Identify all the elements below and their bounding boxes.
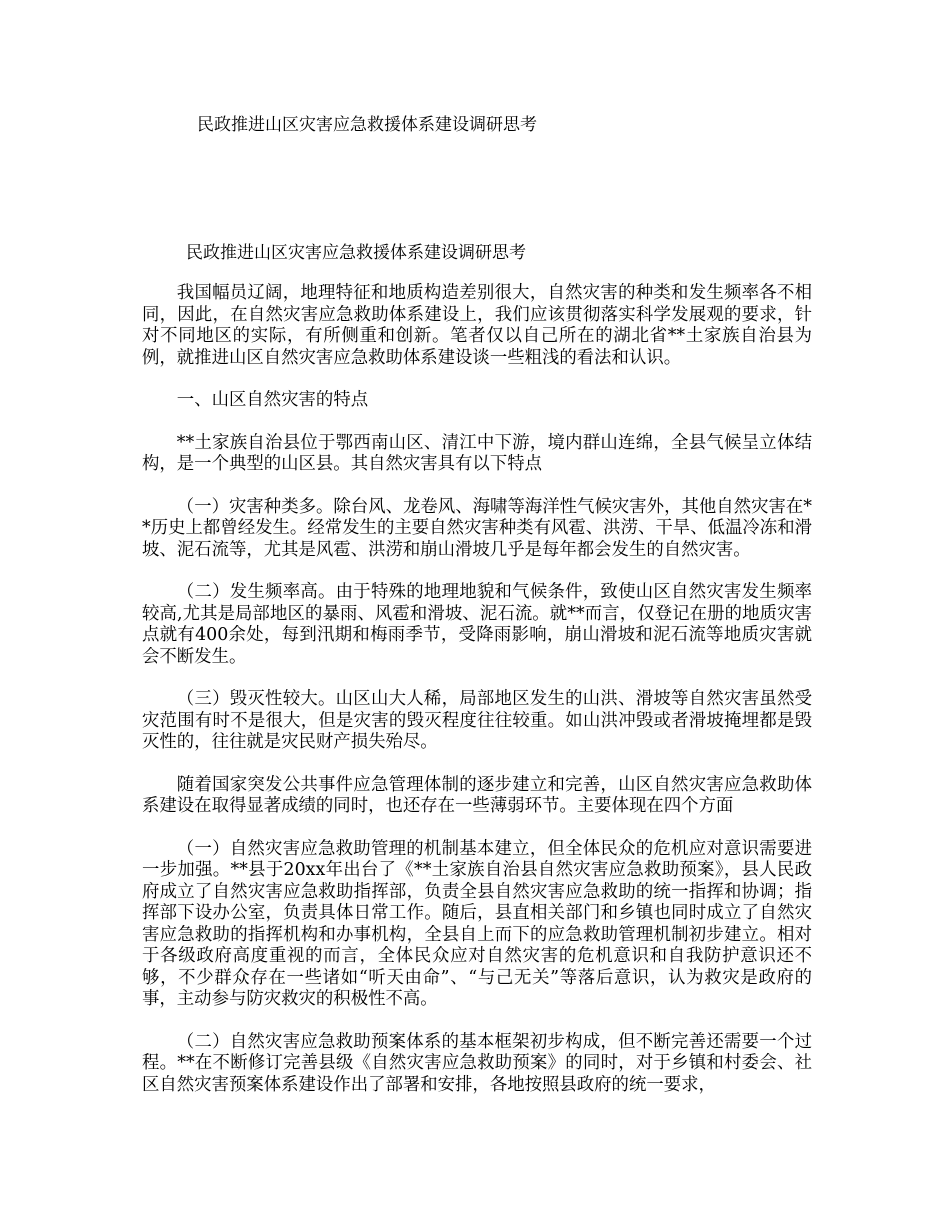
- paragraph-weakness-2: （二）自然灾害应急救助预案体系的基本框架初步构成，但不断完善还需要一个过程。**在不断修订完善县级《自然灾害应急救助预案》的同时，对于乡镇和村委会、社区自然灾害预案体系建设作出了部署和安排，各地按照县政府的统一要求，: [142, 1031, 812, 1095]
- paragraph-intro: 我国幅员辽阔，地理特征和地质构造差别很大，自然灾害的种类和发生频率各不相同，因此，在自然灾害应急救助体系建设上，我们应该贯彻落实科学发展观的要求，针对不同地区的实际，有所侧重和创新。笔者仅以自己所在的湖北省**土家族自治县为例，就推进山区自然灾害应急救助体系建设谈一些粗浅的看法和认识。: [142, 283, 812, 368]
- document-title: 民政推进山区灾害应急救援体系建设调研思考: [186, 243, 526, 263]
- document-header-title: 民政推进山区灾害应急救援体系建设调研思考: [197, 115, 537, 135]
- paragraph-weaknesses-intro: 随着国家突发公共事件应急管理体制的逐步建立和完善，山区自然灾害应急救助体系建设在取得显著成绩的同时，也还存在一些薄弱环节。主要体现在四个方面: [142, 774, 812, 816]
- document-body: [142, 283, 812, 1117]
- paragraph-feature-3: （三）毁灭性较大。山区山大人稀，局部地区发生的山洪、滑坡等自然灾害虽然受灾范围有时不是很大，但是灾害的毁灭程度往往较重。如山洪冲毁或者滑坡掩埋都是毁灭性的，往往就是灾民财产损失殆尽。: [142, 689, 812, 752]
- paragraph-county-overview: **土家族自治县位于鄂西南山区、清江中下游，境内群山连绵，全县气候呈立体结构，是一个典型的山区县。其自然灾害具有以下特点: [142, 432, 812, 474]
- paragraph-weakness-1: （一）自然灾害应急救助管理的机制基本建立，但全体民众的危机应对意识需要进一步加强。**县于20xx年出台了《**土家族自治县自然灾害应急救助预案》，县人民政府成立了自然灾害应急救助指挥部，负责全县自然灾害应急救助的统一指挥和协调；指挥部下设办公室，负责具体日常工作。随后，县直相关部门和乡镇也同时成立了自然灾害应急救助的指挥机构和办事机构，全县自上而下的应急救助管理机制初步建立。相对于各级政府高度重视的而言，全体民众应对自然灾害的危机意识和自我防护意识还不够，不少群众存在一些诸如“听天由命”、“与己无关”等落后意识，认为救灾是政府的事，主动参与防灾救灾的积极性不高。: [142, 838, 812, 1009]
- paragraph-feature-2: （二）发生频率高。由于特殊的地理地貌和气候条件，致使山区自然灾害发生频率较高,尤其是局部地区的暴雨、风雹和滑坡、泥石流。就**而言，仅登记在册的地质灾害点就有400余处，每到汛期和梅雨季节，受降雨影响，崩山滑坡和泥石流等地质灾害就会不断发生。: [142, 582, 812, 667]
- section-heading-1: 一、山区自然灾害的特点: [176, 390, 369, 410]
- paragraph-feature-1: （一）灾害种类多。除台风、龙卷风、海啸等海洋性气候灾害外，其他自然灾害在**历史上都曾经发生。经常发生的主要自然灾害种类有风雹、洪涝、干旱、低温冷冻和滑坡、泥石流等，尤其是风雹、洪涝和崩山滑坡几乎是每年都会发生的自然灾害。: [142, 496, 812, 560]
